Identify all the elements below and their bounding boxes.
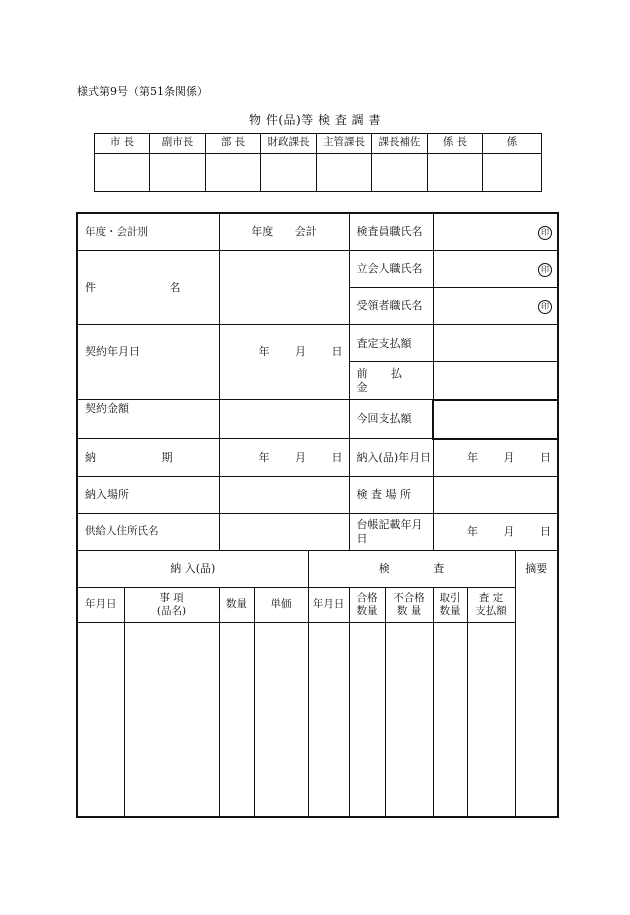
col-date: 年月日	[77, 587, 124, 622]
remarks-header: 摘要	[515, 550, 558, 817]
supplier-field[interactable]	[219, 513, 349, 550]
entry-date-cell[interactable]	[77, 622, 124, 817]
contract-amount-label: 契約金額	[77, 400, 219, 439]
approval-stamp-director[interactable]	[206, 154, 261, 192]
item-name-label: 件 名	[77, 251, 219, 325]
inspector-field[interactable]	[433, 213, 558, 251]
seal-icon: 印	[538, 226, 552, 240]
approval-label-mayor: 市 長	[95, 134, 150, 154]
col-assessed-payment: 査 定 支払額	[467, 587, 515, 622]
approval-label-director: 部 長	[206, 134, 261, 154]
approval-stamp-mayor[interactable]	[95, 154, 150, 192]
inspection-form-table	[76, 212, 559, 818]
inspection-section-header: 検 査	[308, 550, 515, 587]
entry-trade-quantity-cell[interactable]	[433, 622, 467, 817]
contract-amount-field[interactable]	[219, 400, 349, 439]
approval-stamp-table	[94, 133, 542, 192]
delivery-period-field[interactable]: 年 月 日	[219, 439, 349, 477]
inspector-label: 検査員職氏名	[349, 213, 433, 251]
seal-icon: 印	[538, 263, 552, 277]
approval-stamp-deputy-mayor[interactable]	[150, 154, 206, 192]
entry-inspection-date-cell[interactable]	[308, 622, 349, 817]
col-quantity: 数量	[219, 587, 254, 622]
form-code: 様式第9号（第51条関係）	[77, 85, 208, 98]
item-name-field[interactable]	[219, 251, 349, 325]
receiver-label: 受領者職氏名	[349, 288, 433, 325]
delivery-date-field[interactable]: 年 月 日	[433, 439, 558, 477]
assessed-payment-field[interactable]	[433, 325, 558, 362]
document-title: 物 件(品)等 検 査 調 書	[249, 113, 381, 127]
entry-unit-price-cell[interactable]	[254, 622, 308, 817]
entry-quantity-cell[interactable]	[219, 622, 254, 817]
entry-assessed-payment-cell[interactable]	[467, 622, 515, 817]
col-inspection-date: 年月日	[308, 587, 349, 622]
approval-label-assistant-chief: 課長補佐	[372, 134, 428, 154]
delivery-period-label: 納 期	[77, 439, 219, 477]
current-payment-field[interactable]	[433, 400, 558, 439]
delivery-section-header: 納 入(品)	[77, 550, 308, 587]
prepayment-label: 前 払 金	[349, 362, 433, 400]
entry-item-cell[interactable]	[124, 622, 219, 817]
col-item: 事 項 (品名)	[124, 587, 219, 622]
col-trade-quantity: 取引 数量	[433, 587, 467, 622]
approval-stamp-subsection-chief[interactable]	[428, 154, 483, 192]
entry-pass-quantity-cell[interactable]	[349, 622, 385, 817]
col-unit-price: 単価	[254, 587, 308, 622]
delivery-place-field[interactable]	[219, 476, 349, 513]
approval-label-section-chief: 主管課長	[317, 134, 372, 154]
col-pass-quantity: 合格 数量	[349, 587, 385, 622]
entry-fail-quantity-cell[interactable]	[385, 622, 433, 817]
assessed-payment-label: 査定支払額	[349, 325, 433, 362]
approval-label-finance-chief: 財政課長	[261, 134, 317, 154]
approval-stamp-section-chief[interactable]	[317, 154, 372, 192]
fiscal-year-field[interactable]: 年度 会計	[219, 213, 349, 251]
fiscal-year-label: 年度・会計別	[77, 213, 219, 251]
col-fail-quantity: 不合格 数 量	[385, 587, 433, 622]
approval-stamp-finance-chief[interactable]	[261, 154, 317, 192]
approval-label-staff: 係	[483, 134, 542, 154]
contract-date-field[interactable]: 年 月 日	[219, 325, 349, 400]
approval-stamp-staff[interactable]	[483, 154, 542, 192]
approval-label-subsection-chief: 係 長	[428, 134, 483, 154]
contract-date-label: 契約年月日	[77, 325, 219, 400]
delivery-date-label: 納入(品)年月日	[349, 439, 433, 477]
delivery-place-label: 納入場所	[77, 476, 219, 513]
inspection-place-field[interactable]	[433, 476, 558, 513]
approval-label-deputy-mayor: 副市長	[150, 134, 206, 154]
supplier-label: 供給人住所氏名	[77, 513, 219, 550]
current-payment-label: 今回支払額	[349, 400, 433, 439]
approval-stamp-assistant-chief[interactable]	[372, 154, 428, 192]
seal-icon: 印	[538, 300, 552, 314]
inspection-place-label: 検 査 場 所	[349, 476, 433, 513]
witness-field[interactable]	[433, 251, 558, 288]
ledger-date-field[interactable]: 年 月 日	[433, 513, 558, 550]
prepayment-field[interactable]	[433, 362, 558, 400]
ledger-date-label: 台帳記載年月日	[349, 513, 433, 550]
witness-label: 立会人職氏名	[349, 251, 433, 288]
receiver-field[interactable]	[433, 288, 558, 325]
